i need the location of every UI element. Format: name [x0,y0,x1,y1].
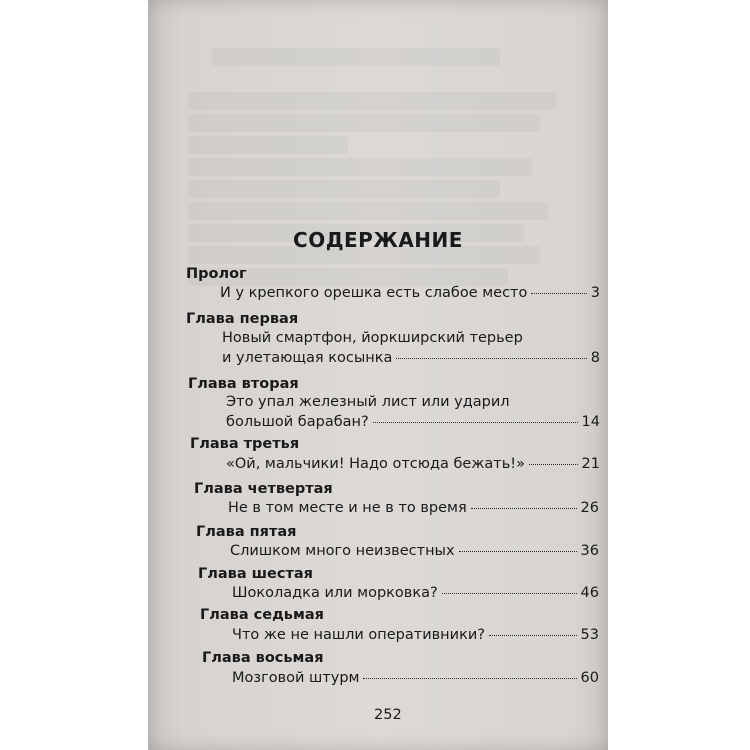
toc-entry-title: Шоколадка или морковка? [232,585,438,601]
toc-entry-title-line: Новый смартфон, йоркширский терьер [222,330,523,346]
toc-entry-chapter-1[interactable] [222,350,600,366]
book-page [148,0,608,750]
toc-chapter-6: Глава шестая [198,566,313,582]
toc-page-number: 46 [580,585,599,601]
dot-leader [471,508,577,509]
toc-chapter-7: Глава седьмая [200,607,324,623]
dot-leader [489,635,577,636]
toc-title: СОДЕРЖАНИЕ [293,228,463,252]
toc-page-number: 60 [580,670,599,686]
show-through-text [188,48,588,290]
toc-entry-title: Слишком много неизвестных [230,543,455,559]
toc-page-number: 21 [581,456,600,472]
toc-entry-chapter-3[interactable] [226,456,600,472]
toc-entry-chapter-6[interactable] [232,585,599,601]
toc-chapter-2: Глава вторая [188,376,299,392]
toc-entry-title: И у крепкого орешка есть слабое место [220,285,528,301]
toc-page-number: 3 [590,285,600,301]
toc-page-number: 53 [580,627,599,643]
page-number: 252 [374,707,402,723]
toc-entry-title: большой барабан? [226,414,369,430]
dot-leader [396,358,586,359]
toc-chapter-3: Глава третья [190,436,300,452]
toc-page-number: 26 [580,500,599,516]
toc-entry-chapter-7[interactable] [232,627,599,643]
toc-chapter-1: Глава первая [186,311,299,327]
toc-page-number: 14 [581,414,600,430]
toc-chapter-5: Глава пятая [196,524,297,540]
toc-entry-chapter-8[interactable] [232,670,599,686]
toc-page-number: 8 [590,350,600,366]
toc-entry-title-line: Это упал железный лист или ударил [226,394,510,410]
dot-leader [373,422,578,423]
dot-leader [363,678,576,679]
toc-entry-title: и улетающая косынка [222,350,393,366]
dot-leader [442,593,577,594]
toc-chapter-8: Глава восьмая [202,650,324,666]
dot-leader [459,551,577,552]
toc-entry-chapter-2[interactable] [226,414,600,430]
toc-entry-chapter-4[interactable] [228,500,599,516]
dot-leader [529,464,578,465]
toc-entry-title: Мозговой штурм [232,670,360,686]
toc-entry-chapter-5[interactable] [230,543,599,559]
dot-leader [531,293,586,294]
toc-entry-title: «Ой, мальчики! Надо отсюда бежать!» [226,456,525,472]
toc-entry-title: Что же не нашли оперативники? [232,627,485,643]
toc-chapter-4: Глава четвертая [194,481,333,497]
toc-chapter-prologue: Пролог [186,266,247,282]
toc-entry-title: Не в том месте и не в то время [228,500,467,516]
toc-page-number: 36 [580,543,599,559]
toc-entry-prologue[interactable] [220,285,600,301]
